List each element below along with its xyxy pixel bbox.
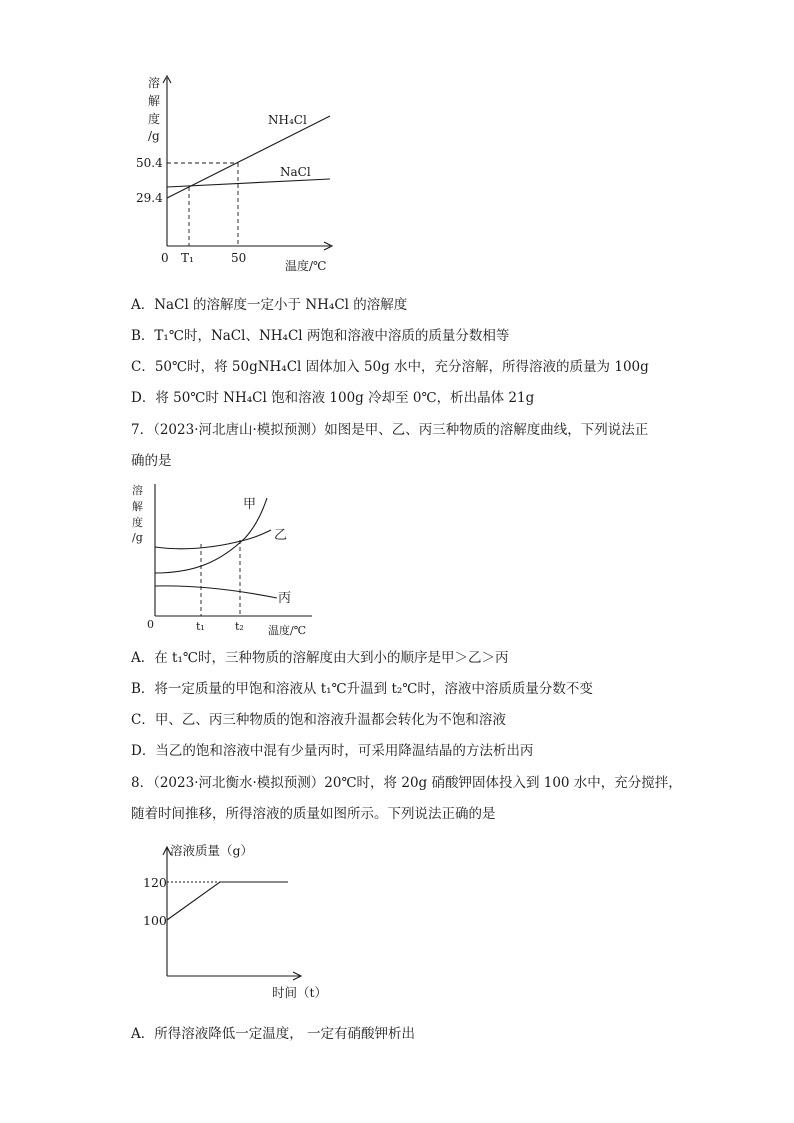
y-tick-29-4: 29.4	[136, 191, 163, 205]
q8-stem-line1: 8．（2023·河北衡水·模拟预测）20℃时，将 20g 硝酸钾固体投入到 100 水中，充分搅拌，	[131, 775, 682, 791]
x-axis-label: 温度/℃	[285, 259, 327, 273]
x-tick-t2: t₂	[235, 620, 244, 633]
y-label-1: 溶	[148, 76, 161, 90]
q7-stem-line2: 确的是	[131, 453, 172, 469]
q7-stem-line1: 7．（2023·河北唐山·模拟预测）如图是甲、乙、丙三种物质的溶解度曲线，下列说法正	[131, 422, 649, 438]
q7-option-d: D．当乙的饱和溶液中混有少量丙时，可采用降温结晶的方法析出丙	[131, 743, 534, 759]
series-label-nacl: NaCl	[280, 165, 311, 179]
origin-label: 0	[161, 251, 169, 265]
x-axis-label: 温度/℃	[268, 624, 307, 637]
q6-option-c: C．50℃时，将 50gNH₄Cl 固体加入 50g 水中，充分溶解，所得溶液的质量为 100g	[131, 359, 649, 375]
q7-option-c: C．甲、乙、丙三种物质的饱和溶液升温都会转化为不饱和溶液	[131, 712, 506, 728]
origin-label: 0	[147, 618, 154, 631]
figure-solution-mass-vs-time	[140, 838, 340, 1006]
y-label-1: 溶	[132, 484, 143, 497]
y-tick-120: 120	[143, 875, 167, 890]
y-label-4: /g	[148, 129, 160, 143]
y-axis-label: 溶液质量（g）	[170, 843, 254, 858]
figure-nh4cl-nacl-solubility	[136, 70, 350, 275]
x-tick-t1: T₁	[181, 251, 194, 265]
q7-option-a: A．在 t₁℃时，三种物质的溶解度由大到小的顺序是甲＞乙＞丙	[131, 650, 509, 666]
series-label-bing: 丙	[278, 591, 292, 606]
q6-option-b: B．T₁℃时，NaCl、NH₄Cl 两饱和溶液中溶质的质量分数相等	[131, 328, 510, 344]
q8-stem-line2: 随着时间推移，所得溶液的质量如图所示。下列说法正确的是	[131, 806, 496, 822]
q8-option-a: A．所得溶液降低一定温度， 一定有硝酸钾析出	[131, 1026, 416, 1042]
series-curve-bing	[155, 586, 277, 598]
y-label-2: 解	[132, 500, 143, 513]
q6-option-d: D．将 50℃时 NH₄Cl 饱和溶液 100g 冷却至 0℃，析出晶体 21g	[131, 390, 535, 406]
y-label-4: /g	[132, 531, 143, 544]
y-label-3: 度	[132, 516, 143, 529]
x-axis-label: 时间（t）	[272, 985, 328, 1000]
figure-three-substances-solubility	[127, 480, 327, 642]
series-line-nacl	[167, 179, 330, 187]
y-tick-100: 100	[143, 913, 167, 928]
series-curve-yi	[155, 530, 271, 549]
y-label-3: 度	[148, 112, 161, 126]
series-label-nh4cl: NH₄Cl	[268, 113, 307, 127]
y-label-2: 解	[148, 94, 161, 108]
x-tick-t1: t₁	[196, 620, 205, 633]
q6-option-a: A．NaCl 的溶解度一定小于 NH₄Cl 的溶解度	[131, 297, 408, 313]
x-tick-50: 50	[231, 251, 247, 265]
series-label-jia: 甲	[243, 497, 257, 512]
series-line-solution-mass	[167, 882, 288, 920]
y-tick-50-4: 50.4	[136, 156, 163, 170]
q7-option-b: B．将一定质量的甲饱和溶液从 t₁℃升温到 t₂℃时，溶液中溶质质量分数不变	[131, 681, 593, 697]
series-label-yi: 乙	[274, 528, 288, 543]
